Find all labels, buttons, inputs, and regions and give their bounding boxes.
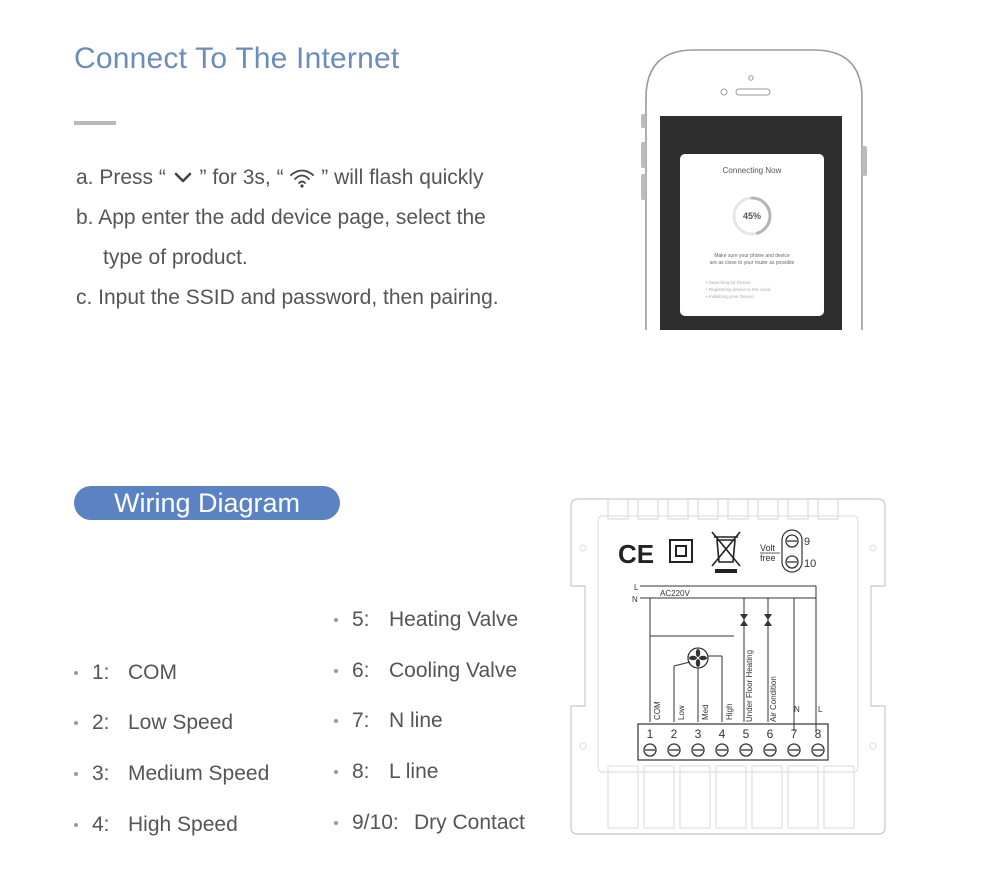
- legend-num: 6:: [352, 659, 370, 682]
- legend-label: COM: [128, 661, 177, 684]
- dialog-tip-line1: Make sure your phone and device: [714, 253, 790, 259]
- legend-num: 8:: [352, 760, 370, 783]
- terminal-number-2: 2: [670, 727, 678, 741]
- terminal-number-5: 5: [742, 727, 750, 741]
- line-L-label: L: [634, 583, 639, 592]
- legend-label: Low Speed: [128, 711, 234, 734]
- mute-switch: [641, 114, 646, 128]
- step-a: [76, 166, 483, 190]
- legend-num: 7:: [352, 709, 370, 732]
- bottom-slots: [608, 766, 854, 828]
- step-a-prefix: a. Press “: [76, 166, 166, 189]
- legend-num: 9/10:: [352, 811, 399, 834]
- legend-item-4: [74, 813, 238, 837]
- volt-free-label-1: Volt: [760, 543, 776, 553]
- power-button: [862, 146, 867, 176]
- legend-label: Cooling Valve: [389, 659, 518, 682]
- progress-label: 45%: [742, 211, 762, 221]
- legend-item-3: [74, 762, 269, 786]
- volume-up-button: [641, 142, 646, 168]
- legend-item-6: [334, 659, 517, 683]
- terminal-number-7: 7: [790, 727, 798, 741]
- label-med: Med: [701, 704, 710, 720]
- legend-label: High Speed: [128, 813, 238, 836]
- legend-item-5: [334, 608, 518, 632]
- phone-illustration: [640, 46, 870, 330]
- legend-label: N line: [389, 709, 443, 732]
- legend-num: 1:: [92, 661, 110, 684]
- double-insulation-icon: [670, 540, 692, 562]
- label-com: COM: [653, 701, 662, 720]
- legend-num: 5:: [352, 608, 370, 631]
- dialog-step-3: • Initializing your Device: [706, 294, 754, 299]
- terminal-screws: [644, 727, 824, 756]
- dialog-step-1: • Searching for Device: [706, 280, 751, 285]
- terminal-number-8: 8: [814, 727, 822, 741]
- bullet: [334, 821, 338, 825]
- ac220v-label: AC220V: [660, 589, 690, 598]
- label-low: Low: [677, 705, 686, 720]
- bullet: [74, 671, 78, 675]
- dialog-step-2: • Registering device to the cloud: [706, 287, 771, 292]
- line-N-label: N: [632, 595, 638, 604]
- weee-bin-icon: [712, 532, 740, 573]
- terminal-9-label: 9: [804, 536, 811, 548]
- terminal-10-label: 10: [804, 558, 817, 570]
- bullet: [334, 719, 338, 723]
- legend-item-1: [74, 661, 177, 685]
- bullet: [334, 770, 338, 774]
- legend-item-7: [334, 709, 443, 733]
- step-a-suffix: ” will flash quickly: [321, 166, 484, 189]
- terminal-block: [638, 724, 828, 760]
- section-title-connect: Connect To The Internet: [74, 42, 400, 75]
- label-air-condition: Air Condition: [769, 676, 778, 722]
- bullet: [74, 772, 78, 776]
- legend-item-9-10: [334, 811, 525, 835]
- terminal-number-3: 3: [694, 727, 702, 741]
- bullet: [334, 618, 338, 622]
- legend-label: Heating Valve: [389, 608, 519, 631]
- legend-num: 3:: [92, 762, 110, 785]
- dry-contact-block: [782, 530, 802, 572]
- valve-symbols: [740, 614, 772, 626]
- terminal-number-6: 6: [766, 727, 774, 741]
- volt-free-label-2: free: [760, 553, 776, 563]
- terminal-number-4: 4: [718, 727, 726, 741]
- legend-num: 4:: [92, 813, 110, 836]
- bullet: [74, 721, 78, 725]
- wifi-icon: [289, 168, 315, 188]
- chevron-down-icon: [172, 171, 194, 185]
- fan-icon: [689, 649, 707, 667]
- legend-label: L line: [389, 760, 439, 783]
- label-l: L: [818, 705, 823, 714]
- label-under-floor-heating: Under Floor Heating: [745, 649, 754, 722]
- step-b-line2: type of product.: [103, 246, 248, 269]
- bullet: [334, 669, 338, 673]
- legend-item-2: [74, 711, 233, 735]
- step-b-line1: b. App enter the add device page, select the: [76, 206, 486, 229]
- volume-down-button: [641, 174, 646, 200]
- wiring-diagram: [568, 496, 888, 836]
- legend-label: Medium Speed: [128, 762, 270, 785]
- section-title-wiring: Wiring Diagram: [74, 486, 340, 520]
- ce-mark: CE: [618, 539, 655, 569]
- legend-num: 2:: [92, 711, 110, 734]
- legend-label: Dry Contact: [414, 811, 525, 834]
- dialog-tip-line2: are as close to your router as possible: [709, 260, 795, 266]
- bullet: [74, 823, 78, 827]
- label-high: High: [725, 703, 734, 720]
- terminal-number-1: 1: [646, 727, 654, 741]
- step-a-mid: ” for 3s, “: [199, 166, 284, 189]
- title-underline: [74, 121, 116, 125]
- label-n: N: [794, 705, 800, 714]
- dialog-title: Connecting Now: [722, 166, 782, 175]
- step-c: c. Input the SSID and password, then pairing.: [76, 286, 499, 309]
- legend-item-8: [334, 760, 438, 784]
